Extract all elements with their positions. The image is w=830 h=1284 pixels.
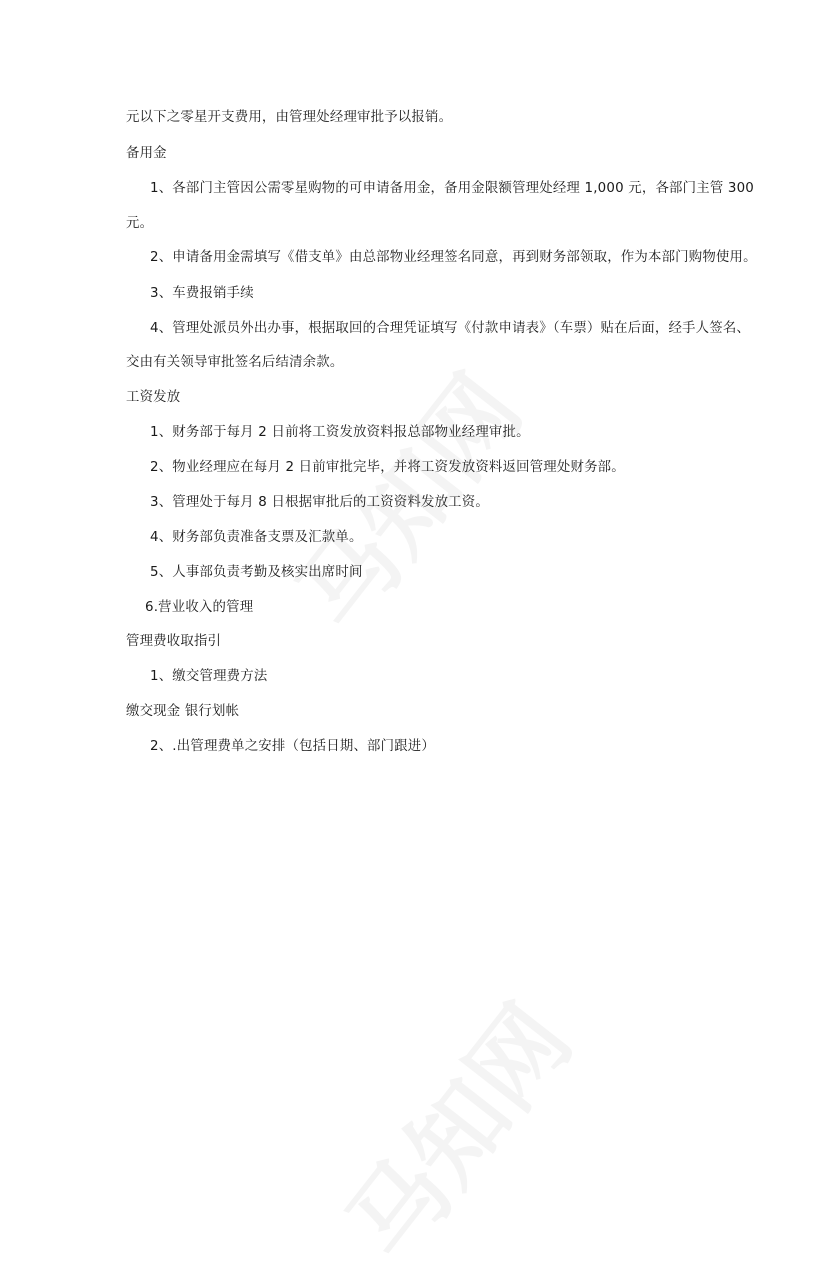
list-item: 5、人事部负责考勤及核实出席时间	[150, 565, 363, 580]
list-item: 2、申请备用金需填写《借支单》由总部物业经理签名同意，再到财务部领取，作为本部门购物使用。	[150, 250, 757, 265]
section-heading-revenue: 6.营业收入的管理	[145, 600, 254, 615]
paragraph-continuation: 元以下之零星开支费用，由管理处经理审批予以报销。	[126, 110, 453, 125]
list-item: 4、财务部负责准备支票及汇款单。	[150, 530, 363, 545]
section-heading-payroll: 工资发放	[126, 390, 181, 405]
list-item: 1、各部门主管因公需零星购物的可申请备用金，备用金限额管理处经理 1,000 元，各部门主管 300	[150, 181, 755, 196]
list-item: 1、缴交管理费方法	[150, 669, 268, 684]
payment-methods: 缴交现金 银行划帐	[126, 704, 240, 719]
list-item: 3、管理处于每月 8 日根据审批后的工资资料发放工资。	[150, 495, 489, 510]
list-item-continuation: 元。	[126, 216, 154, 231]
watermark	[311, 973, 596, 1284]
list-item-continuation: 交由有关领导审批签名后结清余款。	[126, 355, 344, 370]
list-item: 4、管理处派员外出办事，根据取回的合理凭证填写《付款申请表》（车票）贴在后面，经手人签名、	[150, 321, 751, 336]
section-heading-petty-cash: 备用金	[126, 146, 167, 161]
list-item: 3、车费报销手续	[150, 286, 254, 301]
list-item: 2、物业经理应在每月 2 日前审批完毕，并将工资发放资料返回管理处财务部。	[150, 460, 625, 475]
section-heading-management-fee: 管理费收取指引	[126, 634, 222, 649]
list-item: 2、.出管理费单之安排（包括日期、部门跟进）	[150, 739, 435, 754]
list-item: 1、财务部于每月 2 日前将工资发放资料报总部物业经理审批。	[150, 425, 530, 440]
